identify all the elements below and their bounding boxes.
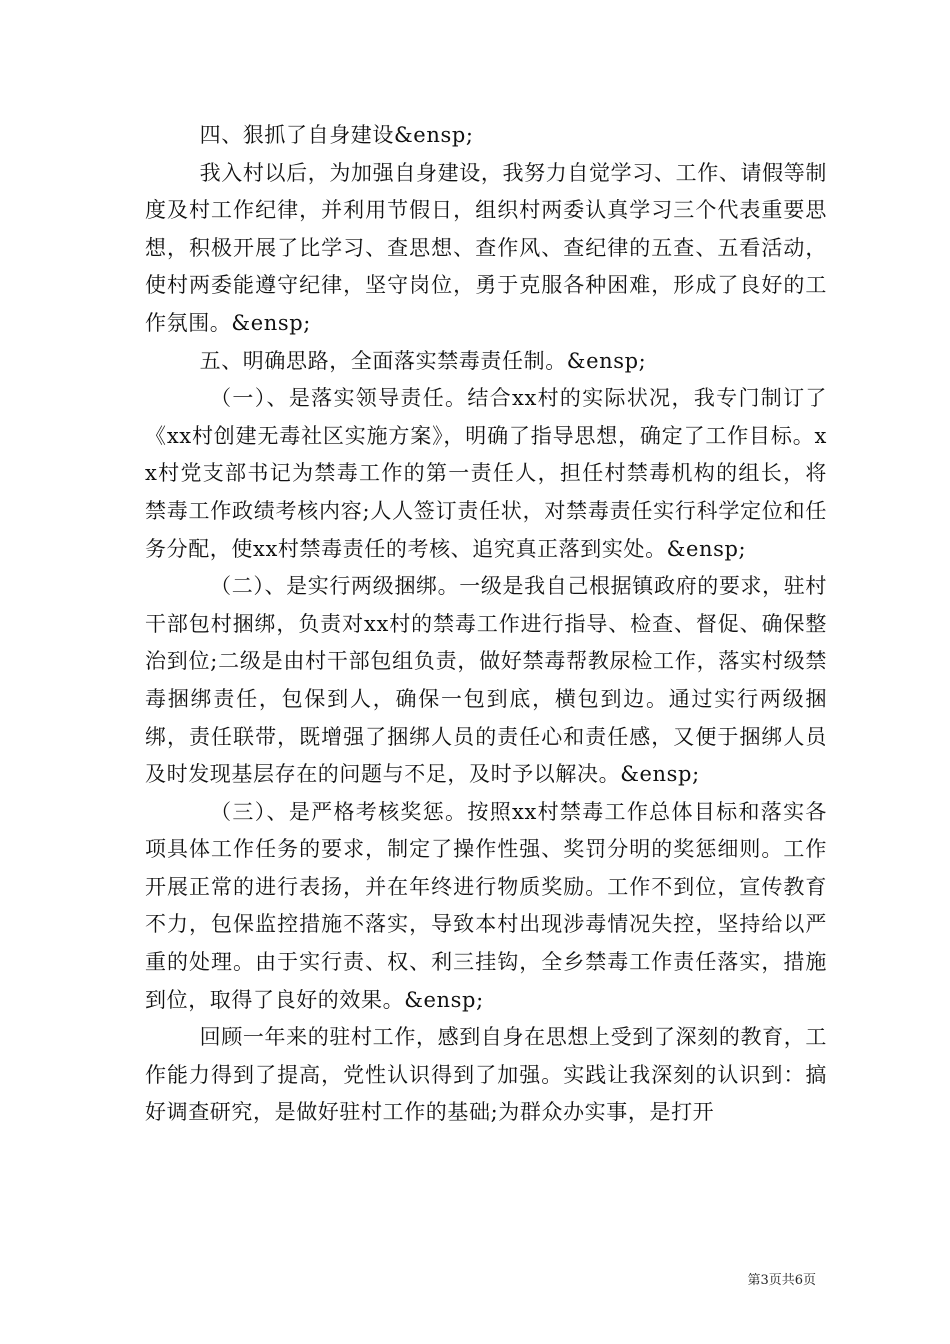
paragraph-section-5-heading: 五、明确思路，全面落实禁毒责任制。&ensp; (199, 348, 647, 373)
paragraph-section-4-heading: 四、狠抓了自身建设&ensp; (199, 123, 474, 147)
page-number-footer: 第3页共6页 (747, 1273, 816, 1288)
paragraph-review: 回顾一年来的驻村工作，感到自身在思想上受到了深刻的教育，工作能力得到了提高，党性认识得到了加强。实践让我深刻的认识到：搞好调查研究，是做好驻村工作的基础;为群众办实事，是打开 (145, 1025, 827, 1125)
paragraph-item-3-assessment: （三）、是严格考核奖惩。按照xx村禁毒工作总体目标和落实各项具体工作任务的要求，制定了操作性强、奖罚分明的奖惩细则。工作开展正常的进行表扬，并在年终进行物质奖励。工作不到位，宣传教育不力，包保监控措施不落实，导致本村出现涉毒情况失控，坚持给以严重的处理。由于实行责、权、利三挂钩，全乡禁毒工作责任落实，措施到位，取得了良好的效果。&ensp; (145, 799, 827, 1012)
paragraph-self-building: 我入村以后，为加强自身建设，我努力自觉学习、工作、请假等制度及村工作纪律，并利用节假日，组织村两委认真学习三个代表重要思想，积极开展了比学习、查思想、查作风、查纪律的五查、五看活动，使村两委能遵守纪律，坚守岗位，勇于克服各种困难，形成了良好的工作氛围。&ensp; (145, 160, 827, 335)
document-body (145, 117, 827, 1132)
paragraph-item-1-leadership: （一）、是落实领导责任。结合xx村的实际状况，我专门制订了《xx村创建无毒社区实施方案》，明确了指导思想，确定了工作目标。xx村党支部书记为禁毒工作的第一责任人，担任村禁毒机构的组长，将禁毒工作政绩考核内容;人人签订责任状，对禁毒责任实行科学定位和任务分配，使xx村禁毒责任的考核、追究真正落到实处。&ensp; (145, 386, 827, 561)
paragraph-item-2-binding: （二）、是实行两级捆绑。一级是我自己根据镇政府的要求，驻村干部包村捆绑，负责对xx村的禁毒工作进行指导、检查、督促、确保整治到位;二级是由村干部包组负责，做好禁毒帮教尿检工作，落实村级禁毒捆绑责任，包保到人，确保一包到底，横包到边。通过实行两级捆绑，责任联带，既增强了捆绑人员的责任心和责任感，又便于捆绑人员及时发现基层存在的问题与不足，及时予以解决。&ensp; (145, 574, 827, 787)
